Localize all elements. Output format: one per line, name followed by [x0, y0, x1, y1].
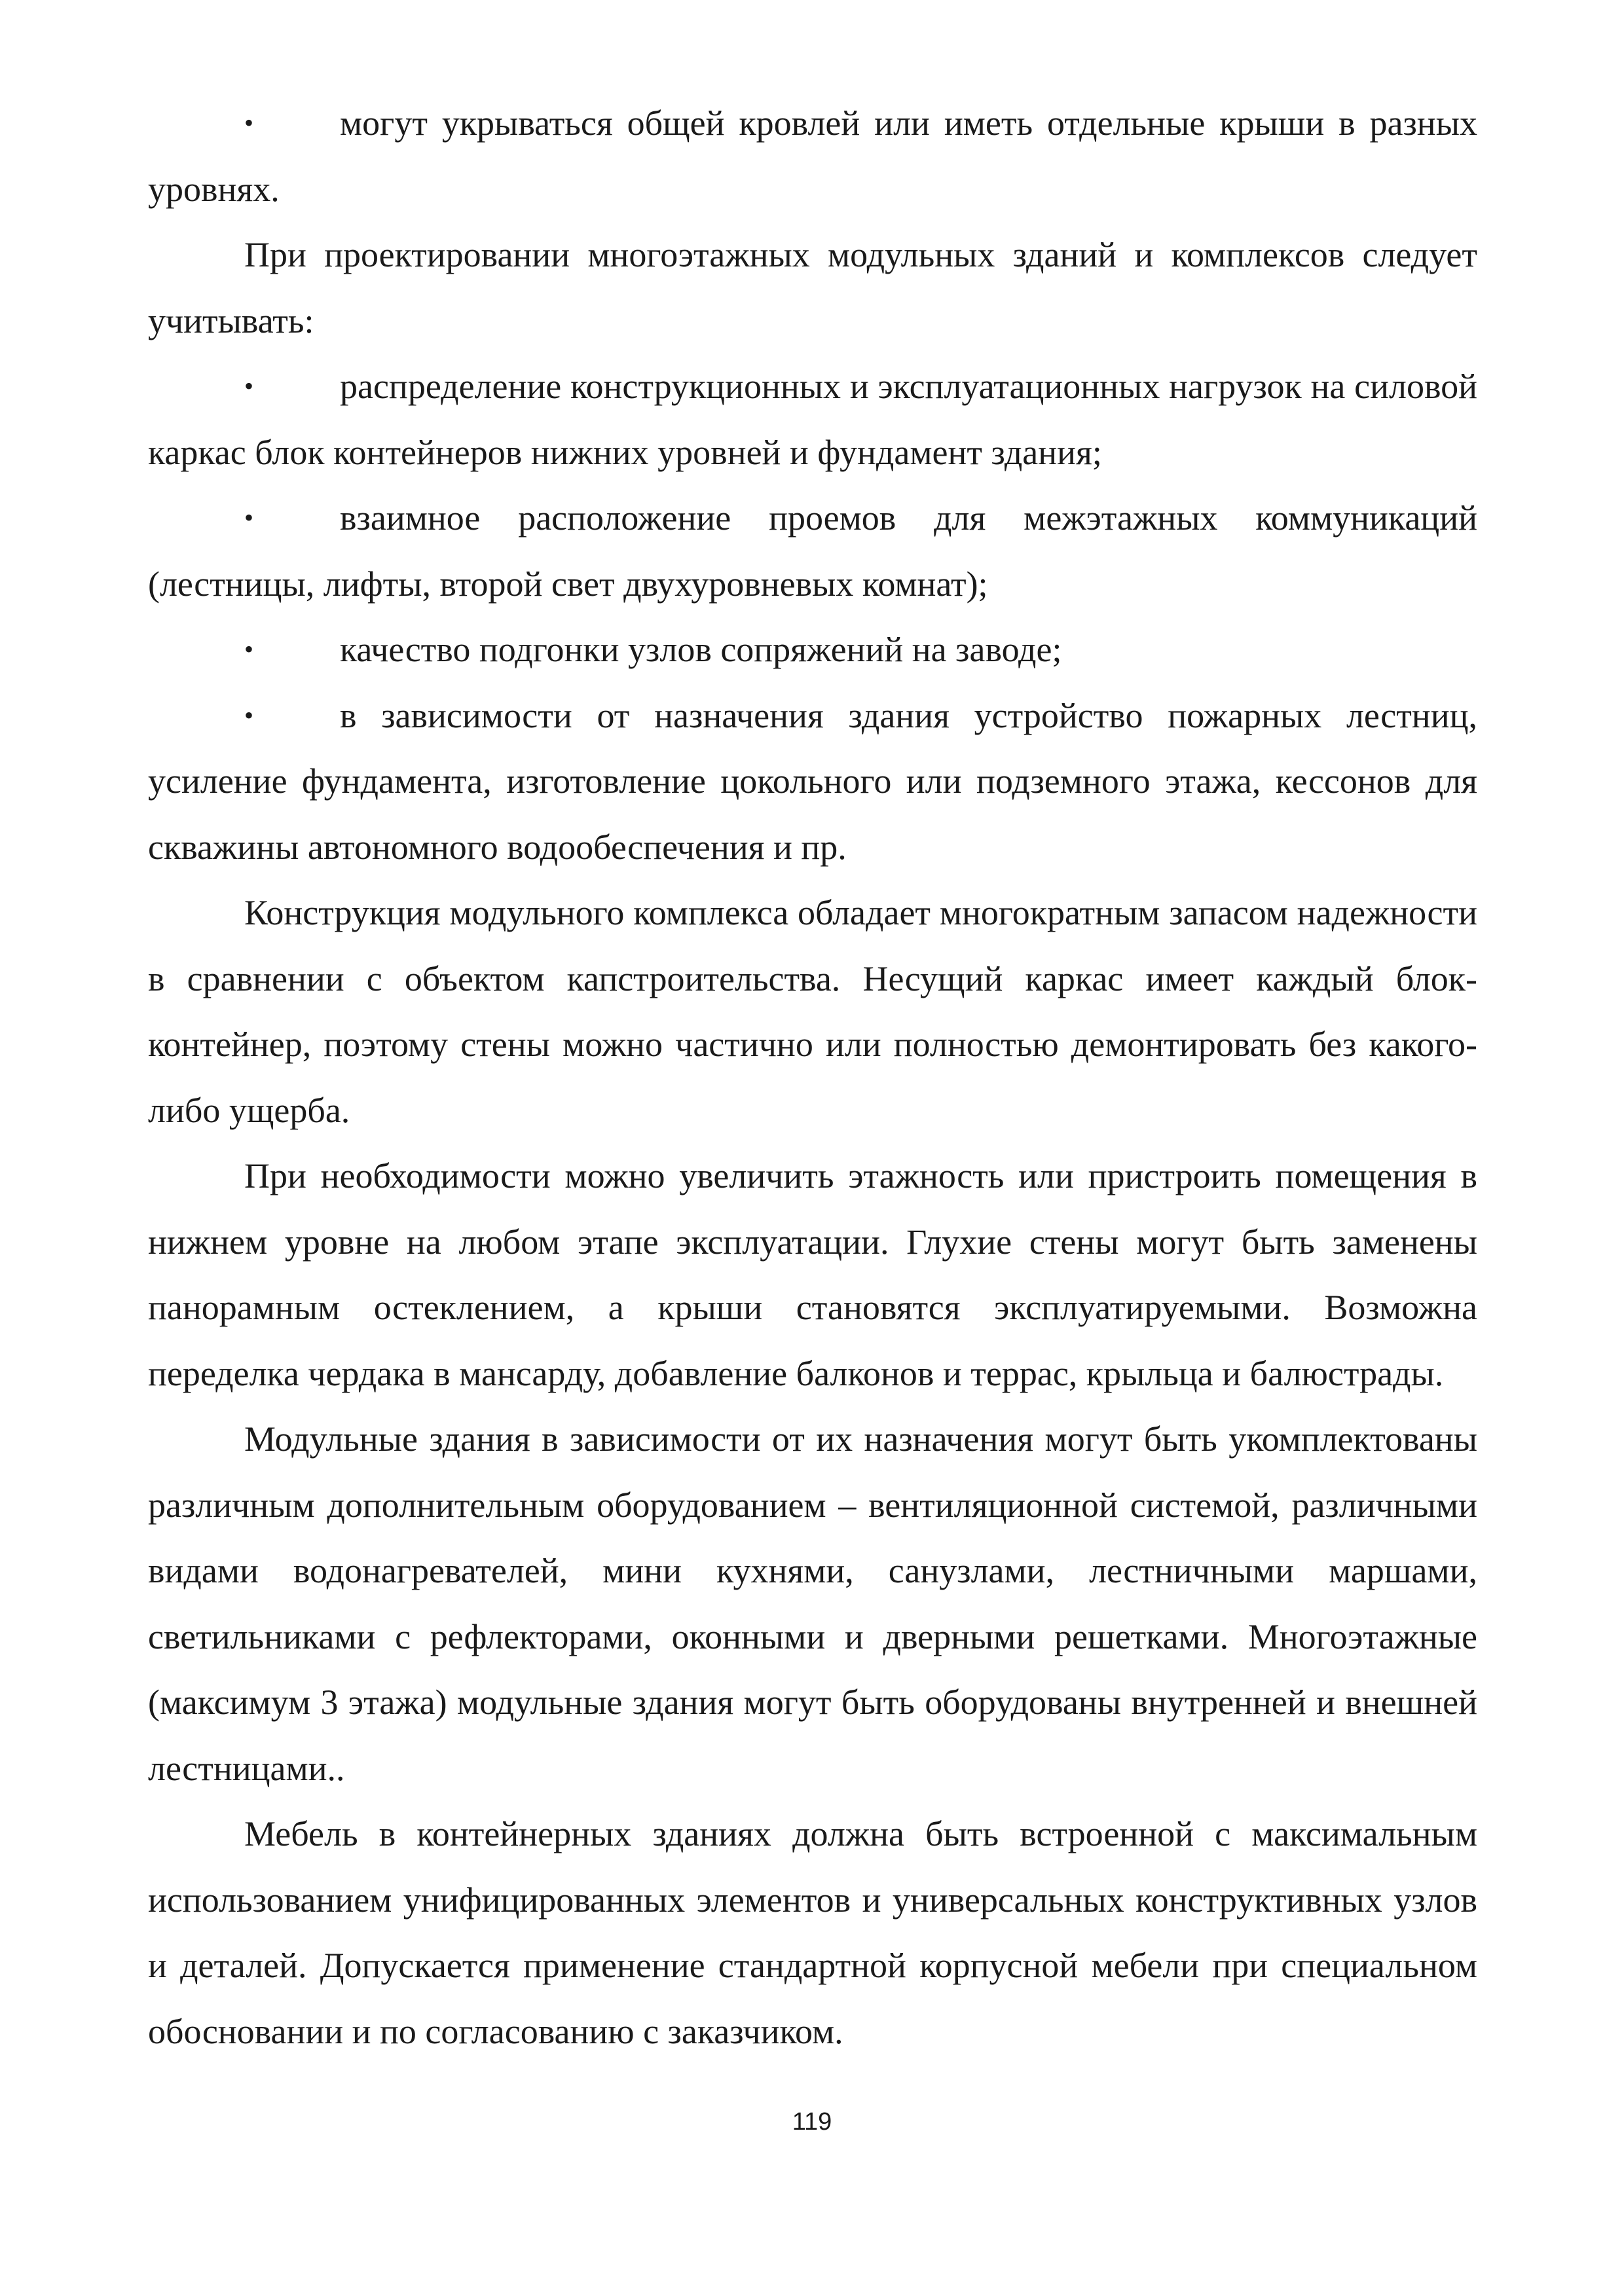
bullet-text-5: в зависимости от назначения здания устройство пожарных лестниц, усиление фундамента, изготовление цокольного или подземного этажа, кессонов для скважины автономного водообеспечения и пр.: [148, 695, 1477, 867]
bullet-icon: •: [244, 371, 254, 401]
bullet-icon: •: [244, 634, 254, 664]
bullet-text-4: качество подгонки узлов сопряжений на заводе;: [340, 630, 1062, 669]
bullet-icon: •: [244, 700, 254, 730]
paragraph-design-considerations: При проектировании многоэтажных модульных зданий и комплексов следует учитывать:: [148, 235, 1477, 340]
bullet-item-4: [148, 617, 1477, 683]
bullet-item-2: [148, 354, 1477, 485]
paragraph-reliability: Конструкция модульного комплекса обладает многократным запасом надежности в сравнении с объектом капстроительства. Несущий каркас имеет каждый блок-контейнер, поэтому стены можно частично или полностью демонтировать без какого-либо ущерба.: [148, 893, 1477, 1130]
bullet-text-2: распределение конструкционных и эксплуатационных нагрузок на силовой каркас блок контейнеров нижних уровней и фундамент здания;: [148, 367, 1477, 472]
bullet-icon: •: [244, 108, 254, 137]
bullet-icon: •: [244, 503, 254, 532]
bullet-item-5: [148, 683, 1477, 881]
bullet-text-1: могут укрываться общей кровлей или иметь отдельные крыши в разных уровнях.: [148, 103, 1477, 209]
page-number: 119: [792, 2108, 832, 2136]
paragraph-furniture: Мебель в контейнерных зданиях должна быть встроенной с максимальным использованием унифицированных элементов и универсальных конструктивных узлов и деталей. Допускается применение стандартной корпусной мебели при специальном обосновании и по согласованию с заказчиком.: [148, 1814, 1477, 2051]
paragraph-equipment: Модульные здания в зависимости от их назначения могут быть укомплектованы различным дополнительным оборудованием – вентиляционной системой, различными видами водонагревателей, мини кухнями, санузлами, лестничными маршами, светильниками с рефлекторами, оконными и дверными решетками. Многоэтажные (максимум 3 этажа) модульные здания могут быть оборудованы внутренней и внешней лестницами..: [148, 1419, 1477, 1788]
bullet-item-1: [148, 90, 1477, 222]
bullet-text-3: взаимное расположение проемов для межэтажных коммуникаций (лестницы, лифты, второй свет двухуровневых комнат);: [148, 498, 1477, 604]
body-text: [148, 90, 1477, 2064]
paragraph-expansion: При необходимости можно увеличить этажность или пристроить помещения в нижнем уровне на любом этапе эксплуатации. Глухие стены могут быть заменены панорамным остеклением, а крыши становятся эксплуатируемыми. Возможна переделка чердака в мансарду, добавление балконов и террас, крыльца и балюстрады.: [148, 1156, 1477, 1393]
bullet-item-3: [148, 485, 1477, 617]
